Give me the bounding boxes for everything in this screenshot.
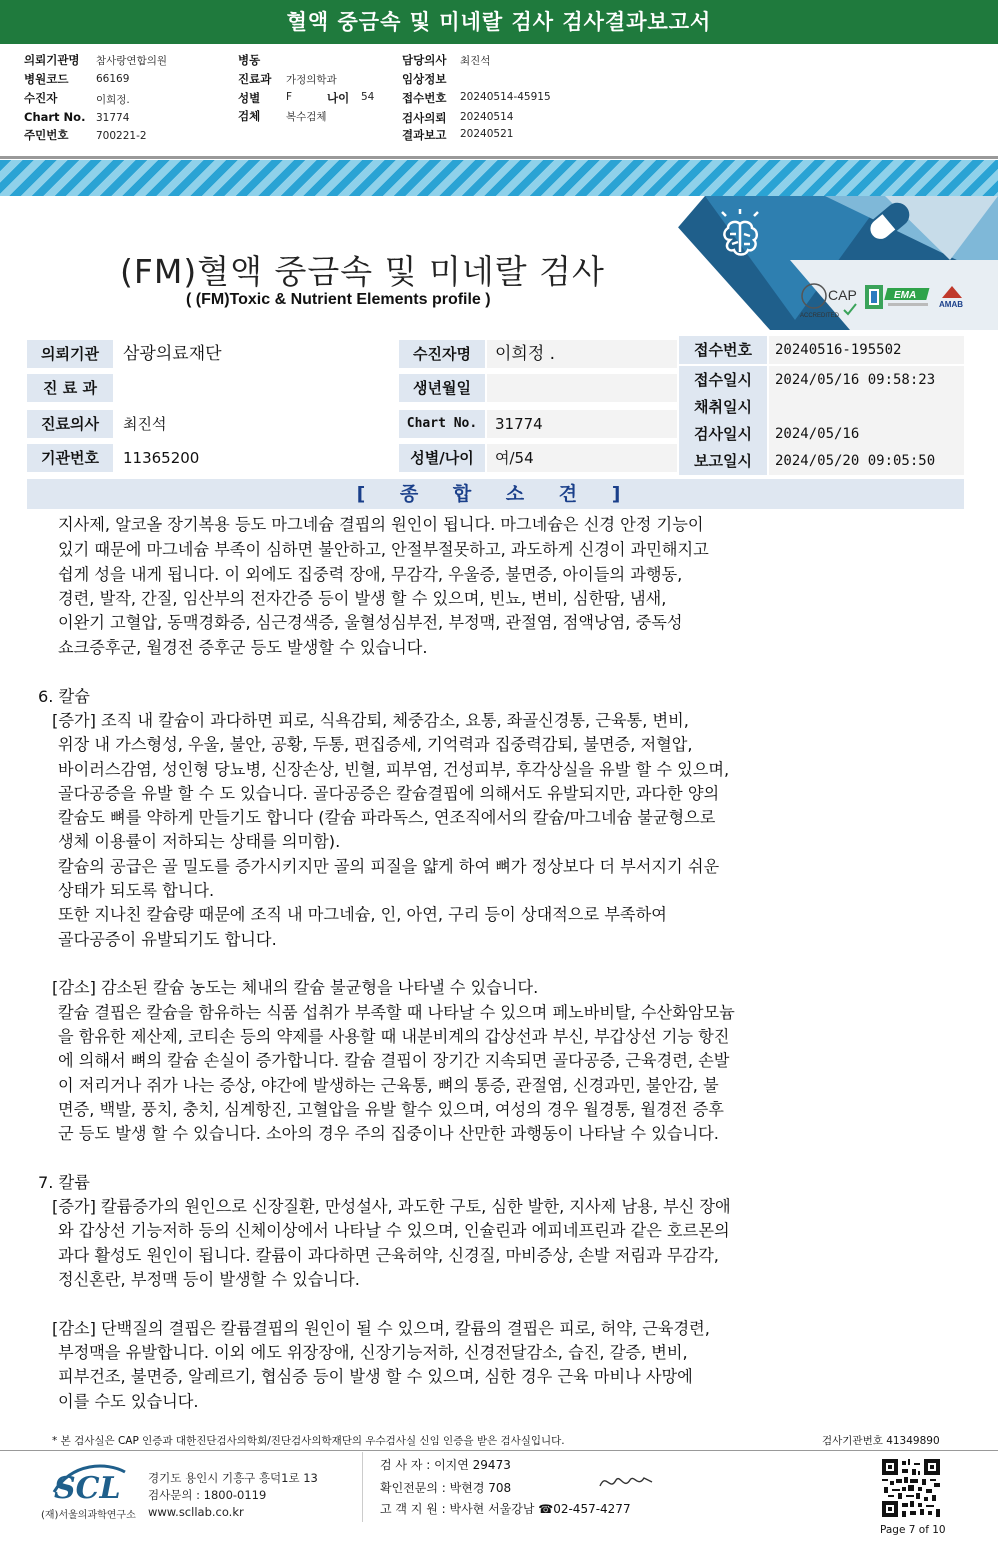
info-label: 의뢰기관 <box>27 340 113 368</box>
body-line: 칼슘 결핍은 칼슘을 함유하는 식품 섭취가 부족할 때 나타날 수 있으며 페노바비탈, 수산화암모늄 <box>58 1003 735 1022</box>
body-line: [감소] 단백질의 결핍은 칼륨결핍의 원인이 될 수 있으며, 칼륨의 결핍은 피로, 허약, 근육경련, <box>52 1319 710 1338</box>
customer-support: 고 객 지 원 : 박사현 서울강남 ☎02-457-4277 <box>380 1502 631 1516</box>
body-line: 군 등도 발생 할 수 있습니다. 소아의 경우 주의 집중이나 산만한 과행동이 나타날 수 있습니다. <box>58 1124 719 1143</box>
header-label: 병원코드 <box>24 72 69 86</box>
header-value: 최진석 <box>460 55 491 67</box>
body-line: 상태가 되도록 합니다. <box>58 881 215 900</box>
qr-code-icon <box>882 1459 940 1517</box>
info-label: 접수일시 <box>679 366 767 394</box>
body-line: 에 의해서 뼈의 칼슘 손실이 증가합니다. 칼슘 결핍이 장기간 지속되면 골다공증, 근육경련, 손발 <box>58 1051 730 1070</box>
body-line: 칼슘의 공급은 골 밀도를 증가시키지만 골의 피질을 얇게 하여 뼈가 정상보다 더 부서지기 쉬운 <box>58 857 720 876</box>
header-value: 54 <box>361 91 375 103</box>
specialist: 확인전문의 : 박현경 708 <box>380 1481 512 1495</box>
header-label: 임상정보 <box>402 72 447 86</box>
body-line: 골다공증을 유발 할 수 도 있습니다. 골다공증은 칼슘결핍에 의해서도 유발되지만, 과다한 양의 <box>58 784 720 803</box>
header-value: 가정의학과 <box>286 74 337 86</box>
body-line: 과다 활성도 원인이 됩니다. 칼륨이 과다하면 근육허약, 신경질, 마비증상, 손발 저림과 무감각, <box>58 1246 719 1265</box>
header-value: 참사랑연합의원 <box>96 55 168 67</box>
report-subtitle: ( (FM)Toxic & Nutrient Elements profile ) <box>186 291 491 308</box>
header-value: 복수검체 <box>286 111 327 123</box>
info-value <box>115 374 397 402</box>
info-label: 접수번호 <box>679 336 767 364</box>
svg-text:AMAB: AMAB <box>939 300 963 309</box>
body-line: 바이러스감염, 성인형 당뇨병, 신장손상, 빈혈, 피부염, 건성피부, 후각상실을 유발 할 수 있으며, <box>58 760 730 779</box>
report-title: (FM)혈액 중금속 및 미네랄 검사 <box>120 252 605 291</box>
report-header <box>0 44 998 159</box>
header-value: 31774 <box>96 112 130 124</box>
header-label: 병동 <box>238 53 261 67</box>
header-label: 주민번호 <box>24 128 69 142</box>
signature <box>596 1470 656 1494</box>
svg-text:CAP: CAP <box>828 287 857 303</box>
header-value: 20240514 <box>460 111 514 123</box>
header-label: 성별 <box>238 91 261 105</box>
lm-logo <box>865 285 883 309</box>
report-hero <box>0 160 998 330</box>
body-line: 칼슘도 뼈를 약하게 만들기도 합니다 (칼슘 파라독스, 연조직에서의 칼슘/마그네슘 불균형으로 <box>58 808 716 827</box>
info-label: 채취일시 <box>679 393 767 421</box>
footer-divider <box>0 1450 998 1451</box>
lab-address: 경기도 용인시 기흥구 흥덕1로 13 <box>148 1471 318 1485</box>
body-line: 정신혼란, 부정맥 등이 발생할 수 있습니다. <box>58 1270 360 1289</box>
info-value: 31774 <box>487 410 677 438</box>
institution-number: 검사기관번호 41349890 <box>822 1435 940 1447</box>
section-heading: 7. 칼륨 <box>38 1173 90 1192</box>
lab-website[interactable]: www.scllab.co.kr <box>148 1505 244 1519</box>
svg-text:SCL: SCL <box>54 1471 121 1502</box>
header-label: 접수번호 <box>402 91 447 105</box>
page-number: Page 7 of 10 <box>880 1524 946 1536</box>
body-line: 면증, 백발, 풍치, 충치, 심계항진, 고혈압을 유발 할수 있으며, 여성의 경우 월경통, 월경전 증후 <box>58 1100 724 1119</box>
info-value: 2024/05/20 09:05:50 <box>769 447 964 475</box>
report-banner-title: 혈액 중금속 및 미네랄 검사 검사결과보고서 <box>0 0 998 44</box>
lab-contact: 검사문의 : 1800-0119 <box>148 1488 267 1502</box>
header-label: 결과보고 <box>402 128 447 142</box>
header-label: 진료과 <box>238 72 272 86</box>
body-line: [증가] 조직 내 칼슘이 과다하면 피로, 식욕감퇴, 체중감소, 요통, 좌골신경통, 근육통, 변비, <box>52 711 689 730</box>
body-line: [감소] 감소된 칼슘 농도는 체내의 칼슘 불균형을 나타낼 수 있습니다. <box>52 978 539 997</box>
body-line: 피부건조, 불면증, 알레르기, 협심증 등이 발생 할 수 있으며, 심한 경우 근육 마비나 사망에 <box>58 1367 693 1386</box>
body-line: 와 갑상선 기능저하 등의 신체이상에서 나타날 수 있으며, 인슐린과 에피네프린과 같은 호르몬의 <box>58 1221 730 1240</box>
info-value <box>769 393 964 421</box>
patient-info-table <box>27 336 964 472</box>
body-line: 또한 지나친 칼슘량 때문에 조직 내 마그네슘, 인, 아연, 구리 등이 상대적으로 부족하여 <box>58 905 667 924</box>
body-line: 을 함유한 제산제, 코티손 등의 약제를 사용할 때 내분비계의 갑상선과 부신, 부갑상선 기능 항진 <box>58 1027 730 1046</box>
info-label: 검사일시 <box>679 420 767 448</box>
examiner: 검 사 자 : 이지연 29473 <box>380 1458 511 1472</box>
summary-title: [ 종 합 소 견 ] <box>27 479 964 509</box>
body-line: [증가] 칼륨증가의 원인으로 신장질환, 만성설사, 과도한 구토, 심한 발한, 지사제 남용, 부신 장애 <box>52 1197 731 1216</box>
header-value: 20240521 <box>460 128 514 140</box>
info-label: 생년월일 <box>399 374 485 402</box>
header-label: 담당의사 <box>402 53 447 67</box>
body-line: 이 저리거나 쥐가 나는 증상, 야간에 발생하는 근육통, 뼈의 통증, 관절염, 신경과민, 불안감, 불 <box>58 1076 719 1095</box>
body-line: 부정맥을 유발합니다. 이외 에도 위장장애, 신장기능저하, 신경전달감소, 습진, 갈증, 변비, <box>58 1343 688 1362</box>
info-value: 최진석 <box>115 410 397 438</box>
svg-text:EMA: EMA <box>894 290 917 301</box>
header-value: 20240514-45915 <box>460 91 551 103</box>
body-line: 이완기 고혈압, 동맥경화증, 심근경색증, 울혈성심부전, 부정맥, 관절염, 점액낭염, 중독성 <box>58 613 683 632</box>
body-line: 쉽게 성을 내게 됩니다. 이 외에도 집중력 장애, 무감각, 우울증, 불면증, 아이들의 과행동, <box>58 565 683 584</box>
info-value: 11365200 <box>115 444 397 472</box>
info-value: 삼광의료재단 <box>115 340 397 368</box>
info-value: 20240516-195502 <box>769 336 964 364</box>
info-value <box>487 374 677 402</box>
hero-graphic <box>650 160 998 330</box>
body-line: 쇼크증후군, 월경전 증후군 등도 발생할 수 있습니다. <box>58 638 428 657</box>
scl-logo <box>52 1462 127 1502</box>
body-line: 지사제, 알코올 장기복용 등도 마그네슘 결핍의 원인이 됩니다. 마그네슘은 신경 안정 기능이 <box>58 515 704 534</box>
header-label: 의뢰기관명 <box>24 53 80 67</box>
header-value: F <box>286 91 293 103</box>
info-value: 이희정 . <box>487 340 677 368</box>
info-label: 기관번호 <box>27 444 113 472</box>
body-line: 경련, 발작, 간질, 임산부의 전자간증 등이 발생 할 수 있으며, 빈뇨, 변비, 심한땀, 냄새, <box>58 589 667 608</box>
info-value: 여/54 <box>487 444 677 472</box>
body-line: 골다공증이 유발되기도 합니다. <box>58 930 277 949</box>
info-label: Chart No. <box>399 410 485 438</box>
section-heading: 6. 칼슘 <box>38 687 90 706</box>
body-line: 이를 수도 있습니다. <box>58 1392 199 1411</box>
header-label: 검체 <box>238 109 261 123</box>
lab-name: (재)서울의과학연구소 <box>41 1510 136 1521</box>
header-label: 수진자 <box>24 91 58 105</box>
certification-note: * 본 검사실은 CAP 인증과 대한진단검사의학회/진단검사의학재단의 우수검사실 신임 인증을 받은 검사실입니다. <box>52 1435 565 1447</box>
info-value: 2024/05/16 <box>769 420 964 448</box>
info-value: 2024/05/16 09:58:23 <box>769 366 964 394</box>
info-label: 성별/나이 <box>399 444 485 472</box>
info-label: 보고일시 <box>679 447 767 475</box>
header-label: 검사의뢰 <box>402 111 447 125</box>
info-label: 진료의사 <box>27 410 113 438</box>
info-label: 수진자명 <box>399 340 485 368</box>
header-value: 66169 <box>96 73 130 85</box>
ema-logo <box>884 288 929 306</box>
header-value: 700221-2 <box>96 130 147 142</box>
info-label: 진 료 과 <box>27 374 113 402</box>
header-value: 이희정. <box>96 94 130 106</box>
body-line: 있기 때문에 마그네슘 부족이 심하면 불안하고, 안절부절못하고, 과도하게 신경이 과민해지고 <box>58 540 709 559</box>
svg-text:ACCREDITED: ACCREDITED <box>800 313 840 319</box>
body-line: 생체 이용률이 저하되는 상태를 의미함). <box>58 832 341 851</box>
header-label: 나이 <box>327 91 350 105</box>
header-label: Chart No. <box>24 110 86 124</box>
body-line: 위장 내 가스형성, 우울, 불안, 공황, 두통, 편집증세, 기억력과 집중력감퇴, 불면증, 저혈압, <box>58 735 693 754</box>
